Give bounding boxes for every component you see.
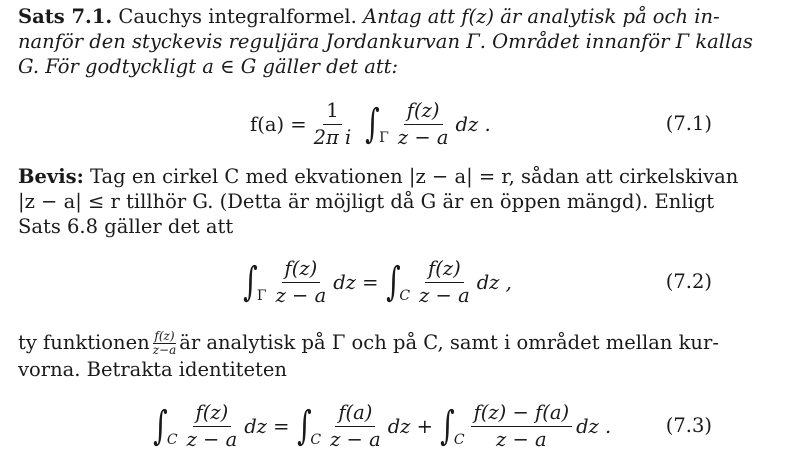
eq71-tail: dz . — [455, 112, 491, 136]
para3-line-1 — [18, 330, 718, 357]
eq73-frac3-den: z − a — [496, 427, 547, 451]
eq73-frac1-num: f(z) — [193, 402, 232, 426]
proof-paragraph — [18, 164, 739, 239]
paragraph-3 — [18, 330, 718, 382]
eq72-frac2-den: z − a — [419, 283, 470, 307]
theorem-line-2: nanför den styckevis reguljära Jordankurvan Γ. Området innanför Γ kallas — [18, 30, 753, 53]
eq73-mid-2: dz + — [387, 414, 433, 438]
proof-line-2: |z − a| ≤ r tillhör G. (Detta är möjligt då G är en öppen mängd). Enligt — [18, 190, 715, 213]
theorem-line-3: G. För godtyckligt a ∈ G gäller det att: — [18, 55, 399, 78]
eq73-integral-sub-3: C — [453, 432, 465, 448]
theorem-paragraph — [18, 4, 753, 79]
eq71-number: (7.1) — [665, 112, 712, 135]
eq71-frac-1 — [311, 100, 355, 148]
eq72-integral-sub-1: Γ — [256, 288, 267, 304]
eq73-frac-2 — [327, 402, 384, 450]
eq73-integral-sign-3: ∫ — [440, 403, 455, 449]
eq72-frac-1 — [273, 258, 330, 306]
para3-inline-frac — [153, 330, 177, 356]
eq73-frac-3 — [471, 402, 573, 450]
eq73-integral-sub-1: C — [166, 432, 178, 448]
eq72-tail: dz , — [476, 270, 512, 294]
equation-7-2 — [0, 250, 800, 314]
eq72-mid: dz = — [333, 270, 379, 294]
eq73-mid-1: dz = — [244, 414, 290, 438]
eq72-integral-sign-2: ∫ — [385, 259, 401, 305]
eq73-integral-sign-2: ∫ — [296, 403, 312, 449]
eq73-integral-sub-2: C — [310, 432, 322, 448]
eq72-frac-2 — [416, 258, 473, 306]
theorem-text-1: Antag att f(z) är analytisk på och in- — [363, 5, 720, 28]
para3-line-2: vorna. Betrakta identiteten — [18, 357, 287, 381]
equation-7-3 — [0, 394, 800, 458]
eq72-integral-sub-2: C — [399, 288, 411, 304]
eq73-frac-1 — [184, 402, 241, 450]
eq72-number: (7.2) — [665, 270, 712, 293]
eq71-frac-2 — [395, 100, 452, 148]
eq71-frac2-num: f(z) — [404, 100, 443, 124]
eq72-frac2-num: f(z) — [425, 258, 464, 282]
theorem-label: Sats 7.1. — [18, 5, 113, 28]
proof-text-1: Tag en cirkel C med ekvationen |z − a| = r, sådan att cirkelskivan — [90, 165, 739, 188]
eq71-integral-sub: Γ — [379, 130, 389, 146]
eq73-frac2-num: f(a) — [335, 402, 375, 426]
para3-inline-frac-num: f(z) — [154, 329, 175, 344]
theorem-name: Cauchys integralformel. — [118, 5, 357, 28]
para3-inline-frac-den: z−a — [152, 343, 177, 357]
eq73-tail: dz . — [576, 414, 612, 438]
eq71-frac1-den: 2π i — [313, 125, 352, 149]
eq73-frac3-num: f(z) − f(a) — [471, 402, 573, 426]
proof-line-3: Sats 6.8 gäller det att — [18, 215, 234, 238]
proof-line-1 — [18, 164, 739, 189]
eq71-lhs: f(a) = — [250, 112, 307, 136]
eq73-frac1-den: z − a — [186, 427, 238, 451]
eq73-frac2-den: z − a — [330, 427, 381, 451]
para3-pre: ty funktionen — [18, 331, 150, 354]
eq73-integral-sign-1: ∫ — [153, 403, 168, 449]
theorem-line-1 — [18, 4, 718, 29]
proof-label: Bevis: — [18, 165, 84, 188]
eq71-integral-sign: ∫ — [365, 101, 380, 147]
eq72-frac1-num: f(z) — [282, 258, 321, 282]
eq72-frac1-den: z − a — [275, 283, 327, 307]
para3-post: är analytisk på Γ och på C, samt i området mellan kur- — [179, 331, 719, 354]
eq73-number: (7.3) — [665, 414, 712, 437]
eq72-integral-sign-1: ∫ — [243, 259, 258, 305]
equation-7-1 — [0, 92, 800, 156]
eq71-frac2-den: z − a — [397, 125, 449, 149]
eq71-frac1-num: 1 — [323, 100, 341, 124]
